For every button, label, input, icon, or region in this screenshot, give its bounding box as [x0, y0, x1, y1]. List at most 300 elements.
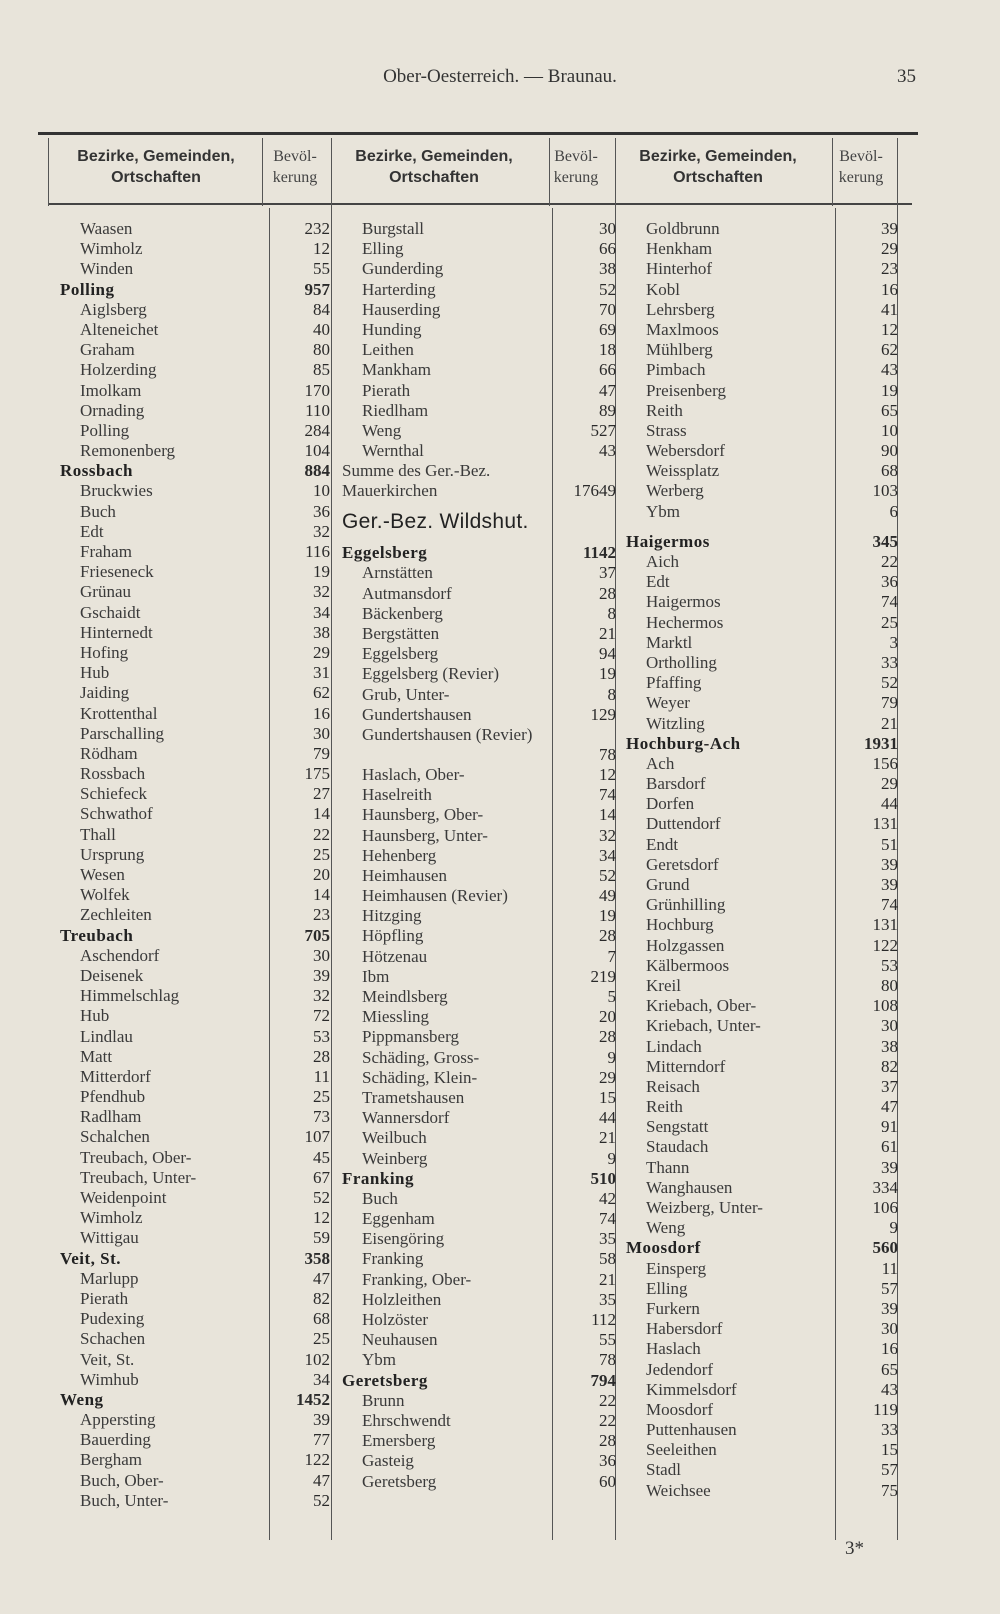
place-name: Marktl: [646, 632, 693, 652]
population-value: 39: [313, 965, 330, 985]
place-name: Moosdorf: [626, 1238, 701, 1258]
table-row: [342, 1411, 616, 1431]
place-name: Polling: [80, 420, 130, 440]
population-value: 28: [313, 1046, 330, 1066]
place-name: Eisengöring: [362, 1229, 445, 1249]
place-name: Grünau: [80, 582, 131, 602]
population-value: 334: [872, 1177, 898, 1197]
population-value: 1142: [582, 543, 616, 563]
place-name: Geretsberg: [342, 1370, 428, 1390]
table-row: [60, 1269, 332, 1289]
table-row: [342, 320, 616, 340]
table-row: [342, 705, 616, 725]
population-value: 527: [590, 420, 616, 440]
table-row: [342, 461, 616, 501]
table-row: [60, 1309, 332, 1329]
place-name: Hochburg: [646, 915, 714, 935]
place-name: Haigermos: [626, 531, 710, 551]
table-row: [60, 623, 332, 643]
place-name: Rossbach: [80, 764, 146, 784]
population-value: 14: [313, 885, 330, 905]
population-value: 38: [881, 1036, 898, 1056]
table-row: [60, 1390, 332, 1410]
population-value: 65: [881, 400, 898, 420]
place-name: Bäckenberg: [362, 603, 443, 623]
place-name: Kriebach, Unter-: [646, 1016, 761, 1036]
place-name: Weyer: [646, 693, 690, 713]
place-name: Grub, Unter-: [362, 684, 450, 704]
table-row: [626, 613, 898, 633]
place-name: Treubach, Unter-: [80, 1167, 197, 1187]
population-value: 66: [599, 360, 616, 380]
place-name: Marlupp: [80, 1268, 139, 1288]
place-name: Pimbach: [646, 360, 706, 380]
population-value: 37: [599, 563, 616, 583]
population-value: 19: [599, 664, 616, 684]
population-value: 103: [872, 481, 898, 501]
population-value: 61: [881, 1137, 898, 1157]
table-row: [342, 987, 616, 1007]
place-name: Treubach, Ober-: [80, 1147, 192, 1167]
table-row: [626, 855, 898, 875]
table-row: [342, 401, 616, 421]
place-name: Polling: [60, 279, 115, 299]
place-name: Radlham: [80, 1107, 142, 1127]
table-row: [342, 1371, 616, 1391]
place-name: Hunding: [362, 319, 422, 339]
population-value: 8: [607, 684, 616, 704]
place-name: Grund: [646, 875, 690, 894]
table-row: [626, 592, 898, 612]
table-row: [626, 239, 898, 259]
place-name: Weizberg, Unter-: [646, 1198, 763, 1217]
table-row: [60, 966, 332, 986]
population-value: 47: [313, 1268, 330, 1288]
population-value: 23: [881, 259, 898, 279]
table-row: [626, 340, 898, 360]
table-row: [626, 572, 898, 592]
table-row: [342, 1472, 616, 1492]
table-row: [626, 693, 898, 713]
place-name: Aiglsberg: [80, 299, 147, 319]
table-row: [60, 926, 332, 946]
population-value: 52: [313, 1188, 330, 1207]
population-value: 110: [305, 400, 330, 420]
table-row: [60, 1168, 332, 1188]
place-name: Barsdorf: [646, 774, 706, 794]
population-value: 106: [872, 1198, 898, 1217]
table-row: [342, 906, 616, 926]
place-name: Thann: [646, 1157, 690, 1177]
place-name: Brunn: [362, 1390, 405, 1410]
population-value: 30: [313, 723, 330, 743]
place-name: Weng: [362, 420, 402, 440]
place-name: Wolfek: [80, 885, 130, 905]
population-value: 33: [881, 1420, 898, 1440]
place-name: Wimholz: [80, 1208, 143, 1228]
table-row: [60, 885, 332, 905]
table-row: [626, 552, 898, 572]
table-row: [342, 1350, 616, 1370]
table-row: [60, 381, 332, 401]
place-name: Lehrsberg: [646, 299, 715, 319]
population-value: 43: [881, 360, 898, 380]
place-name: Gunderding: [362, 259, 444, 279]
table-row: [342, 219, 616, 239]
population-value: 170: [304, 380, 330, 400]
place-name: Aich: [646, 552, 680, 571]
place-name: Lindach: [646, 1036, 702, 1056]
place-name: Ortholling: [646, 652, 717, 672]
population-value: 30: [881, 1319, 898, 1339]
table-row: [342, 725, 616, 765]
table-row: [626, 1137, 898, 1157]
table-row: [342, 1431, 616, 1451]
place-name: Preisenberg: [646, 380, 726, 400]
table-row: [342, 1189, 616, 1209]
table-row: [342, 501, 616, 543]
table-row: [342, 644, 616, 664]
population-value: 21: [599, 1269, 616, 1289]
place-name: Alteneichet: [80, 319, 159, 339]
population-value: 122: [872, 935, 898, 955]
population-value: 1931: [864, 733, 898, 753]
place-name: Franking, Ober-: [362, 1269, 472, 1289]
header-name-col-3: Bezirke, Gemeinden, Ortschaften: [639, 148, 797, 186]
population-value: 66: [599, 239, 616, 259]
population-value: 27: [313, 784, 330, 804]
population-value: 45: [313, 1147, 330, 1167]
table-row: [60, 825, 332, 845]
place-name: Summe des Ger.-Bez. Mauerkirchen: [342, 461, 491, 501]
place-name: Wanghausen: [646, 1177, 733, 1197]
place-name: Leithen: [362, 340, 414, 360]
population-value: 15: [599, 1087, 616, 1107]
population-value: 74: [881, 895, 898, 915]
table-row: [626, 1279, 898, 1299]
table-row: [342, 846, 616, 866]
table-row: [60, 1047, 332, 1067]
place-name: Buch: [80, 501, 116, 521]
population-value: 44: [599, 1108, 616, 1128]
population-value: 89: [599, 400, 616, 420]
place-name: Weng: [646, 1218, 686, 1238]
table-row: [626, 461, 898, 481]
table-row: [342, 685, 616, 705]
place-name: Geretsberg: [362, 1471, 437, 1491]
table-row: [342, 664, 616, 684]
population-value: 55: [599, 1330, 616, 1350]
place-name: Jaiding: [80, 683, 130, 703]
table-row: [342, 1149, 616, 1169]
population-value: 20: [599, 1007, 616, 1027]
table-row: [60, 804, 332, 824]
place-name: Gasteig: [362, 1451, 414, 1471]
table-row: [342, 1209, 616, 1229]
table-row: [626, 794, 898, 814]
place-name: Hinterhof: [646, 259, 713, 279]
population-value: 47: [881, 1097, 898, 1117]
population-value: 12: [313, 1208, 330, 1228]
population-value: 68: [881, 461, 898, 481]
table-row: [60, 219, 332, 239]
table-row: [60, 259, 332, 279]
table-row: [342, 1068, 616, 1088]
population-value: 79: [313, 743, 330, 763]
table-row: [60, 986, 332, 1006]
population-value: 32: [313, 582, 330, 602]
header-name-col-2: Bezirke, Gemeinden, Ortschaften: [355, 148, 513, 186]
table-row: [626, 1178, 898, 1198]
table-row: [626, 835, 898, 855]
table-row: [60, 724, 332, 744]
place-name: Elling: [646, 1278, 688, 1298]
place-name: Wernthal: [362, 441, 424, 461]
place-name: Frieseneck: [80, 562, 154, 582]
table-row: [60, 1148, 332, 1168]
table-row: [60, 603, 332, 623]
place-name: Zechleiten: [80, 905, 152, 925]
place-name: Gundertshausen (Revier): [362, 724, 533, 744]
population-value: 36: [313, 501, 330, 521]
place-name: Geretsdorf: [646, 854, 719, 874]
population-value: 29: [881, 239, 898, 259]
place-name: Mühlberg: [646, 340, 713, 360]
table-row: [626, 1420, 898, 1440]
place-name: Fraham: [80, 542, 132, 561]
place-name: Hötzenau: [362, 946, 428, 966]
place-name: Seeleithen: [646, 1440, 717, 1460]
table-row: [342, 543, 616, 563]
population-value: 55: [313, 259, 330, 279]
place-name: Appersting: [80, 1410, 156, 1430]
place-name: Schiefeck: [80, 784, 148, 804]
place-name: Mankham: [362, 360, 431, 380]
table-row: [60, 582, 332, 602]
table-row: [626, 1259, 898, 1279]
table-row: [60, 1329, 332, 1349]
population-value: 15: [881, 1440, 898, 1460]
table-row: [626, 1238, 898, 1258]
header-pop-col-1: Bevöl-kerung: [272, 148, 318, 186]
table-row: [626, 714, 898, 734]
population-value: 39: [881, 854, 898, 874]
table-row: [60, 1249, 332, 1269]
table-row: [626, 1339, 898, 1359]
place-name: Ursprung: [80, 844, 145, 864]
place-name: Harterding: [362, 279, 436, 299]
place-name: Veit, St.: [60, 1248, 122, 1268]
place-name: Staudach: [646, 1137, 709, 1157]
place-name: Krottenthal: [80, 703, 158, 723]
table-row: [342, 259, 616, 279]
place-name: Eggenham: [362, 1209, 435, 1229]
place-name: Strass: [646, 420, 687, 440]
table-row: [60, 481, 332, 501]
population-value: 33: [881, 652, 898, 672]
place-name: Weinberg: [362, 1148, 428, 1168]
table-row: [342, 1007, 616, 1027]
rule-header-1: [262, 138, 263, 206]
population-value: 39: [881, 1298, 898, 1318]
place-name: Kobl: [646, 279, 680, 299]
table-row: [60, 1410, 332, 1430]
table-row: [342, 1330, 616, 1350]
place-name: Edt: [646, 572, 670, 592]
population-value: 39: [881, 219, 898, 238]
population-value: 9: [607, 1047, 616, 1067]
table-row: [60, 280, 332, 300]
place-name: Haslach: [646, 1339, 701, 1359]
table-row: [60, 764, 332, 784]
running-title: Ober-Oesterreich. — Braunau.: [383, 66, 617, 87]
place-name: Gschaidt: [80, 602, 141, 622]
population-value: 16: [881, 1339, 898, 1359]
table-row: [60, 1188, 332, 1208]
place-name: Pfendhub: [80, 1087, 146, 1107]
place-name: Schwathof: [80, 804, 153, 824]
population-value: 43: [599, 441, 616, 461]
table-row: [626, 976, 898, 996]
table-row: [626, 381, 898, 401]
population-value: 35: [599, 1229, 616, 1249]
place-name: Eggelsberg: [342, 543, 428, 563]
table-row: [60, 683, 332, 703]
population-value: 957: [304, 279, 330, 299]
table-row: [342, 1027, 616, 1047]
place-name: Holzgassen: [646, 935, 725, 955]
table-row: [342, 1169, 616, 1189]
place-name: Wesen: [80, 865, 125, 884]
place-name: Heimhausen: [362, 865, 447, 885]
population-value: 30: [313, 945, 330, 965]
place-name: Kreil: [646, 975, 681, 995]
place-name: Henkham: [646, 239, 713, 259]
place-name: Kimmelsdorf: [646, 1379, 737, 1399]
population-value: 39: [313, 1410, 330, 1430]
rule-header-5: [832, 138, 833, 206]
table-row: [60, 441, 332, 461]
table-row: [342, 563, 616, 583]
place-name: Ornading: [80, 400, 145, 420]
table-row: [60, 663, 332, 683]
population-value: 34: [599, 845, 616, 865]
place-name: Maxlmoos: [646, 319, 719, 339]
place-name: Bergham: [80, 1450, 143, 1470]
table-row: [626, 1037, 898, 1057]
population-value: 19: [313, 562, 330, 582]
place-name: Witzling: [646, 713, 705, 733]
table-row: [626, 320, 898, 340]
population-value: 108: [872, 996, 898, 1016]
table-row: [60, 1350, 332, 1370]
place-name: Parschalling: [80, 723, 165, 743]
population-value: 17649: [573, 481, 616, 501]
place-name: Bergstätten: [362, 624, 440, 643]
table-row: [60, 1430, 332, 1450]
population-value: 102: [304, 1349, 330, 1369]
population-value: 47: [313, 1470, 330, 1490]
population-value: 510: [590, 1168, 616, 1188]
place-name: Eggelsberg (Revier): [362, 664, 500, 684]
table-row: [342, 926, 616, 946]
population-value: 107: [304, 1127, 330, 1147]
population-value: 884: [304, 461, 330, 481]
signature-mark: 3*: [845, 1538, 864, 1559]
population-value: 9: [889, 1218, 898, 1238]
population-value: 30: [599, 219, 616, 238]
table-row: [342, 624, 616, 644]
population-value: 35: [599, 1289, 616, 1309]
population-value: 1452: [296, 1389, 330, 1409]
population-value: 119: [873, 1399, 898, 1419]
table-row: [626, 421, 898, 441]
table-row: [60, 461, 332, 481]
table-row: [342, 826, 616, 846]
place-name: Weissplatz: [646, 461, 720, 481]
population-value: 219: [590, 966, 616, 986]
table-row: [60, 946, 332, 966]
population-value: 122: [304, 1450, 330, 1470]
population-value: 39: [881, 875, 898, 894]
table-row: [60, 845, 332, 865]
place-name: Habersdorf: [646, 1319, 723, 1339]
population-value: 74: [599, 785, 616, 805]
place-name: Heimhausen (Revier): [362, 886, 508, 906]
place-name: Winden: [80, 259, 134, 279]
place-name: Werberg: [646, 481, 704, 501]
place-name: Rödham: [80, 743, 138, 763]
table-row: [60, 1289, 332, 1309]
place-name: Haselreith: [362, 785, 432, 805]
population-value: 358: [304, 1248, 330, 1268]
table-row: [626, 956, 898, 976]
population-value: 25: [313, 1329, 330, 1349]
place-name: Dorfen: [646, 794, 695, 814]
place-name: Wimholz: [80, 239, 143, 259]
table-row: [626, 481, 898, 501]
population-value: 36: [881, 572, 898, 592]
table-row: [60, 1087, 332, 1107]
population-value: 32: [599, 825, 616, 845]
table-row: [626, 1158, 898, 1178]
table-row: [60, 1208, 332, 1228]
table-row: [342, 1128, 616, 1148]
place-name: Graham: [80, 340, 135, 360]
place-name: Eggelsberg: [362, 644, 439, 664]
place-name: Wannersdorf: [362, 1108, 450, 1128]
table-row: [626, 522, 898, 532]
population-value: 60: [599, 1471, 616, 1491]
table-row: [60, 562, 332, 582]
table-row: [626, 1057, 898, 1077]
population-value: 5: [607, 987, 616, 1006]
place-name: Pierath: [362, 380, 411, 400]
place-name: Wimhub: [80, 1369, 139, 1389]
population-value: 19: [599, 906, 616, 926]
population-value: 14: [599, 805, 616, 825]
table-row: [626, 936, 898, 956]
place-name: Reisach: [646, 1076, 700, 1096]
table-row: [626, 673, 898, 693]
population-value: 22: [599, 1390, 616, 1410]
place-name: Haunsberg, Unter-: [362, 825, 488, 845]
table-row: [60, 320, 332, 340]
population-value: 41: [881, 299, 898, 319]
place-name: Buch: [362, 1188, 398, 1208]
place-name: Schäding, Klein-: [362, 1067, 478, 1087]
population-value: 38: [599, 259, 616, 279]
